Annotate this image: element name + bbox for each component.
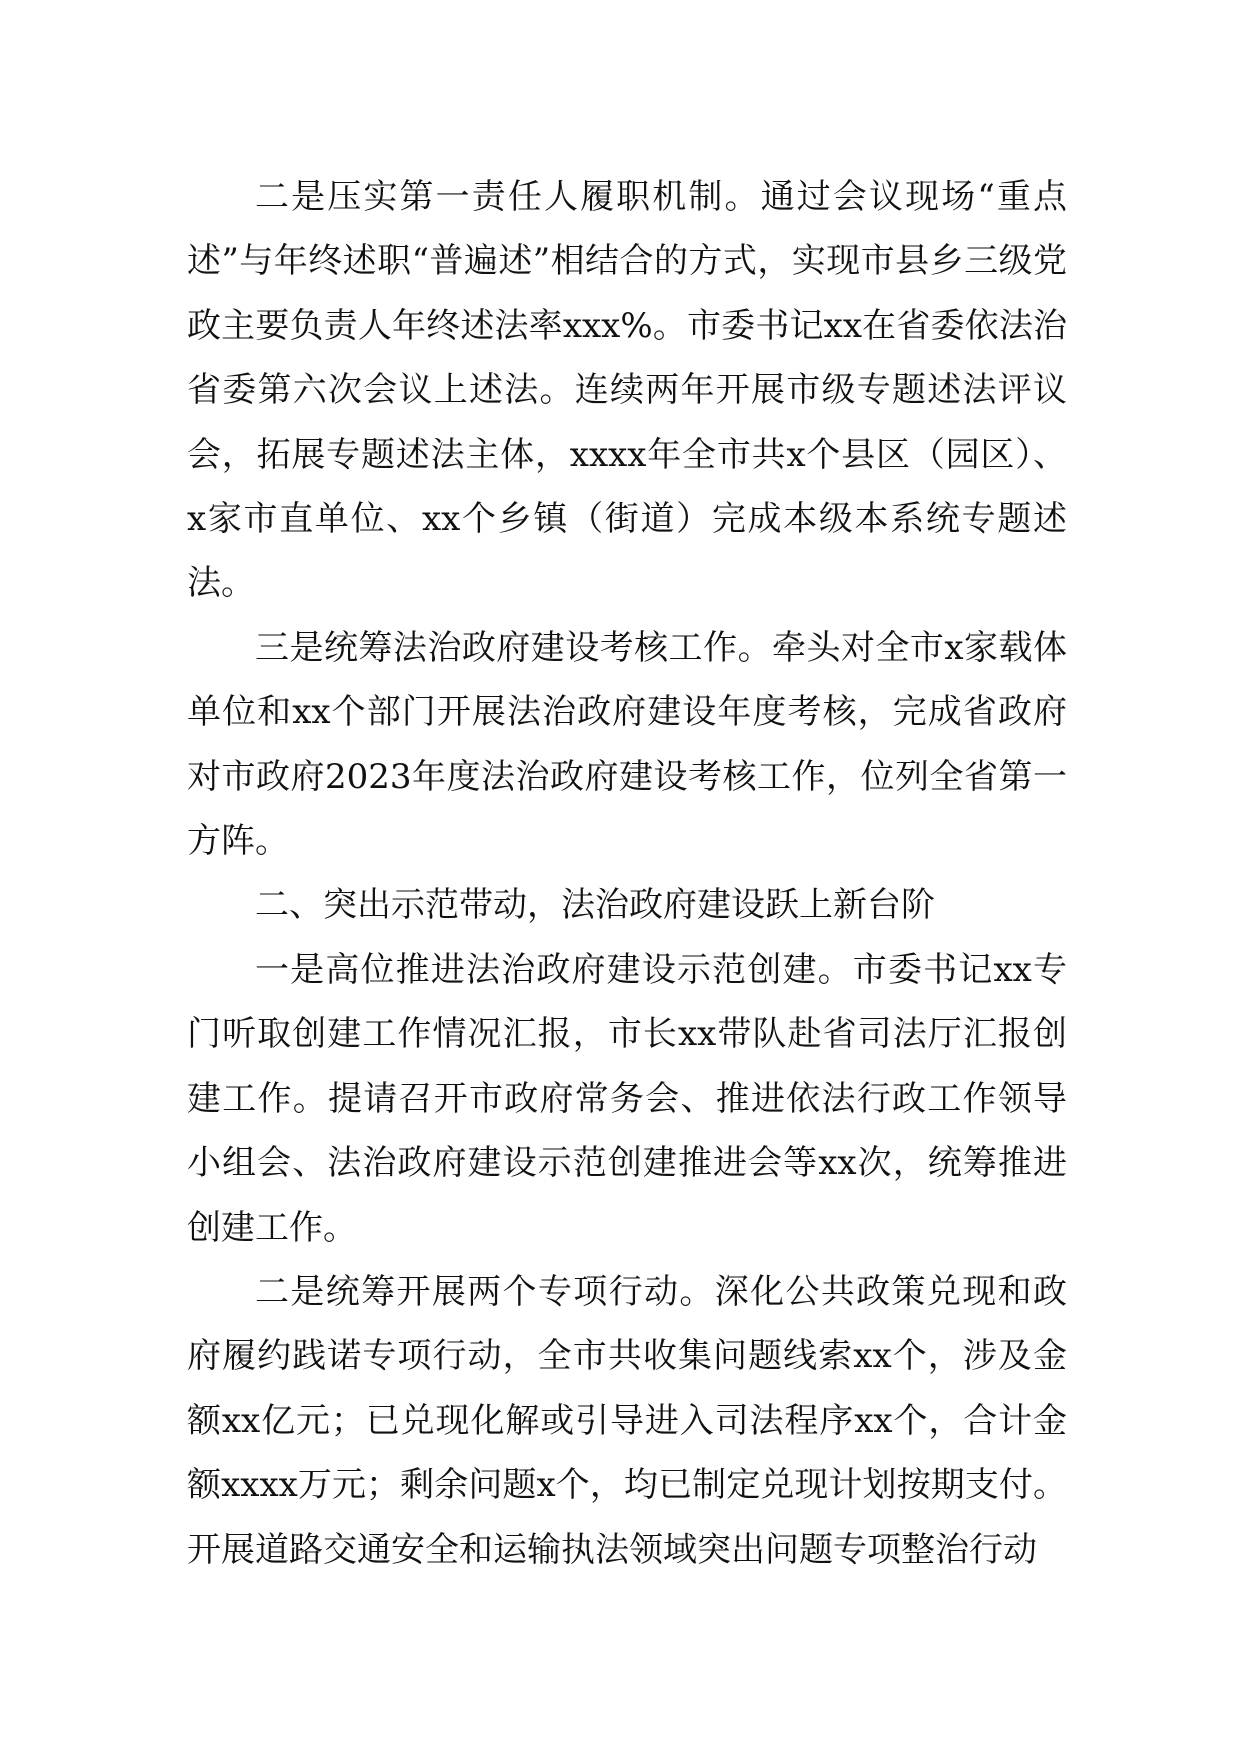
paragraph-accountability-mechanism: 二是压实第一责任人履职机制。通过会议现场“重点述”与年终述职“普遍述”相结合的方式，实现市县乡三级党政主要负责人年终述法率xxx%。市委书记xx在省委依法治省委第六次会议上述法。连续两年开展市级专题述法评议会，拓展专题述法主体，xxxx年全市共x个县区（园区）、x家市直单位、xx个乡镇（街道）完成本级本系统专题述法。 bbox=[187, 177, 1067, 604]
paragraph-assessment-work: 三是统筹法治政府建设考核工作。牵头对全市x家载体单位和xx个部门开展法治政府建设年度考核，完成省政府对市政府2023年度法治政府建设考核工作，位列全省第一方阵。 bbox=[187, 627, 1067, 862]
section-heading: 二、突出示范带动，法治政府建设跃上新台阶 bbox=[255, 885, 935, 926]
paragraph-special-actions: 二是统筹开展两个专项行动。深化公共政策兑现和政府履约践诺专项行动，全市共收集问题线索xx个，涉及金额xx亿元；已兑现化解或引导进入司法程序xx个，合计金额xxxx万元；剩余问题x个，均已制定兑现计划按期支付。开展道路交通安全和运输执法领域突出问题专项整治行动 bbox=[187, 1271, 1067, 1570]
document-body bbox=[187, 165, 1067, 1582]
paragraph-demonstration-creation: 一是高位推进法治政府建设示范创建。市委书记xx专门听取创建工作情况汇报，市长xx带队赴省司法厅汇报创建工作。提请召开市政府常务会、推进依法行政工作领导小组会、法治政府建设示范创建推进会等xx次，统筹推进创建工作。 bbox=[187, 949, 1067, 1248]
